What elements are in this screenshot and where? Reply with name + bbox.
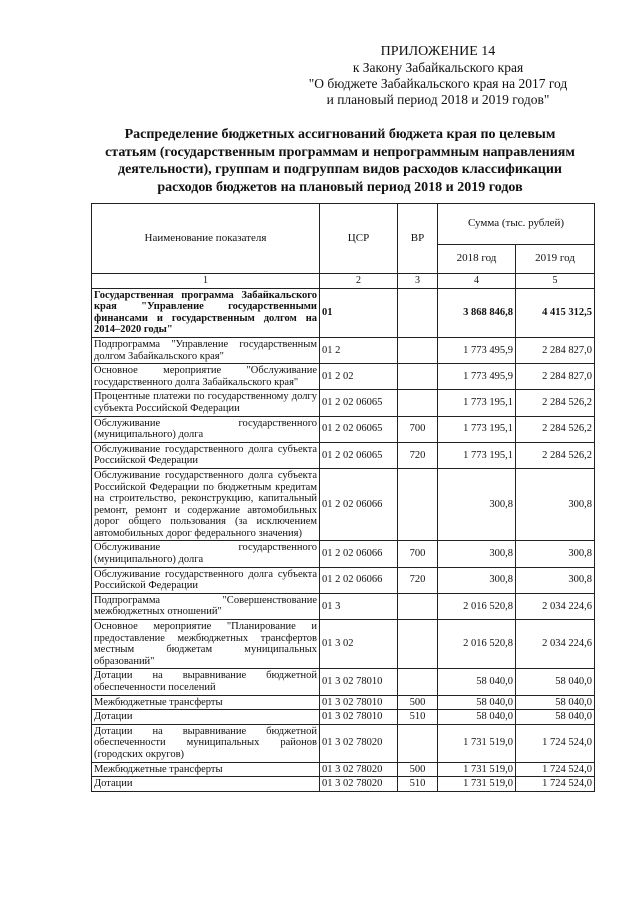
cell-2018: 1 773 195,1 xyxy=(438,416,516,442)
cell-2018: 1 773 495,9 xyxy=(438,364,516,390)
cell-2019: 2 034 224,6 xyxy=(516,620,595,669)
table-row xyxy=(92,541,595,567)
title-line: расходов бюджетов на плановый период 2018 и 2019 годов xyxy=(157,179,523,195)
cell-2019: 2 034 224,6 xyxy=(516,593,595,619)
cell-vr xyxy=(398,337,438,363)
cell-csr: 01 2 02 06066 xyxy=(320,541,398,567)
table-row xyxy=(92,442,595,468)
cell-name: Процентные платежи по государственному долгу субъекта Российской Федерации xyxy=(92,390,320,416)
document-title xyxy=(100,126,580,196)
cell-2018: 2 016 520,8 xyxy=(438,620,516,669)
header-sum: Сумма (тыс. рублей) xyxy=(438,204,595,245)
table-row xyxy=(92,762,595,777)
cell-2019: 1 724 524,0 xyxy=(516,724,595,762)
cell-csr: 01 2 02 06066 xyxy=(320,468,398,541)
cell-csr: 01 3 02 78020 xyxy=(320,762,398,777)
cell-csr: 01 2 xyxy=(320,337,398,363)
column-number: 1 xyxy=(92,274,320,289)
cell-vr: 510 xyxy=(398,710,438,725)
appendix-law-period: и плановый период 2018 и 2019 годов" xyxy=(326,92,550,107)
cell-name: Обслуживание государственного долга субъекта Российской Федерации xyxy=(92,442,320,468)
appendix-law-title: "О бюджете Забайкальского края на 2017 год xyxy=(308,76,568,91)
cell-csr: 01 3 02 xyxy=(320,620,398,669)
title-line: Распределение бюджетных ассигнований бюджета края по целевым xyxy=(124,127,556,142)
cell-name: Обслуживание государственного долга субъекта Российской Федерации по бюджетным кредитам на строительство, реконструкцию, капитальный ремонт, ремонт и содержание автомобильных дорог общего пользования (за исключением автомобильных дорог федерального значения) xyxy=(92,468,320,541)
cell-2019: 2 284 526,2 xyxy=(516,390,595,416)
cell-csr: 01 3 02 78020 xyxy=(320,724,398,762)
table-row xyxy=(92,390,595,416)
header-2019: 2019 год xyxy=(516,245,595,274)
table-row xyxy=(92,468,595,541)
title-line: статьям (государственным программам и непрограммным направлениям xyxy=(105,144,575,160)
cell-name: Подпрограмма "Совершенствование межбюджетных отношений" xyxy=(92,593,320,619)
cell-2019: 2 284 827,0 xyxy=(516,337,595,363)
cell-2018: 300,8 xyxy=(438,541,516,567)
budget-table xyxy=(91,203,595,792)
cell-vr: 700 xyxy=(398,541,438,567)
cell-csr: 01 2 02 06066 xyxy=(320,567,398,593)
cell-2018: 58 040,0 xyxy=(438,710,516,725)
cell-csr: 01 2 02 06065 xyxy=(320,390,398,416)
cell-csr: 01 xyxy=(320,288,398,337)
table-row xyxy=(92,777,595,792)
table-row xyxy=(92,416,595,442)
cell-name: Обслуживание государственного (муниципального) долга xyxy=(92,541,320,567)
cell-name: Дотации на выравнивание бюджетной обеспеченности муниципальных районов (городских округов) xyxy=(92,724,320,762)
cell-vr: 510 xyxy=(398,777,438,792)
cell-vr: 700 xyxy=(398,416,438,442)
cell-2019: 4 415 312,5 xyxy=(516,288,595,337)
table-body xyxy=(92,288,595,791)
cell-vr xyxy=(398,390,438,416)
cell-csr: 01 3 02 78010 xyxy=(320,669,398,695)
cell-2019: 1 724 524,0 xyxy=(516,777,595,792)
cell-name: Основное мероприятие "Планирование и предоставление межбюджетных трансфертов местным бюджетам муниципальных образований" xyxy=(92,620,320,669)
cell-2019: 58 040,0 xyxy=(516,695,595,710)
cell-2019: 58 040,0 xyxy=(516,669,595,695)
cell-2018: 3 868 846,8 xyxy=(438,288,516,337)
cell-vr: 500 xyxy=(398,762,438,777)
cell-vr: 720 xyxy=(398,567,438,593)
table-row xyxy=(92,620,595,669)
cell-name: Основное мероприятие "Обслуживание государственного долга Забайкальского края" xyxy=(92,364,320,390)
cell-2018: 1 731 519,0 xyxy=(438,777,516,792)
table-row xyxy=(92,337,595,363)
cell-2018: 1 773 195,1 xyxy=(438,390,516,416)
column-number: 2 xyxy=(320,274,398,289)
cell-2019: 2 284 526,2 xyxy=(516,416,595,442)
header-csr: ЦСР xyxy=(320,204,398,274)
cell-2019: 300,8 xyxy=(516,541,595,567)
cell-vr xyxy=(398,468,438,541)
cell-csr: 01 3 02 78010 xyxy=(320,695,398,710)
table-row xyxy=(92,567,595,593)
cell-csr: 01 3 02 78010 xyxy=(320,710,398,725)
cell-csr: 01 3 xyxy=(320,593,398,619)
table-row xyxy=(92,710,595,725)
cell-2018: 2 016 520,8 xyxy=(438,593,516,619)
cell-name: Дотации xyxy=(92,777,320,792)
cell-2019: 300,8 xyxy=(516,567,595,593)
cell-name: Подпрограмма "Управление государственным долгом Забайкальского края" xyxy=(92,337,320,363)
cell-csr: 01 3 02 78020 xyxy=(320,777,398,792)
cell-vr: 720 xyxy=(398,442,438,468)
cell-2019: 300,8 xyxy=(516,468,595,541)
cell-vr xyxy=(398,593,438,619)
cell-2018: 58 040,0 xyxy=(438,669,516,695)
cell-name: Межбюджетные трансферты xyxy=(92,695,320,710)
cell-csr: 01 2 02 06065 xyxy=(320,416,398,442)
column-number-row xyxy=(92,274,595,289)
cell-2018: 1 773 495,9 xyxy=(438,337,516,363)
cell-vr xyxy=(398,669,438,695)
appendix-number: ПРИЛОЖЕНИЕ 14 xyxy=(380,44,496,59)
cell-csr: 01 2 02 xyxy=(320,364,398,390)
cell-vr xyxy=(398,620,438,669)
cell-2018: 1 731 519,0 xyxy=(438,724,516,762)
column-number: 5 xyxy=(516,274,595,289)
header-2018: 2018 год xyxy=(438,245,516,274)
cell-2019: 58 040,0 xyxy=(516,710,595,725)
title-line: деятельности), группам и подгруппам видов расходов классификации xyxy=(118,162,562,177)
cell-2019: 2 284 827,0 xyxy=(516,364,595,390)
cell-2019: 2 284 526,2 xyxy=(516,442,595,468)
cell-2018: 1 731 519,0 xyxy=(438,762,516,777)
cell-vr xyxy=(398,364,438,390)
cell-name: Обслуживание государственного долга субъекта Российской Федерации xyxy=(92,567,320,593)
header-vr: ВР xyxy=(398,204,438,274)
cell-2018: 58 040,0 xyxy=(438,695,516,710)
cell-csr: 01 2 02 06065 xyxy=(320,442,398,468)
cell-name: Дотации на выравнивание бюджетной обеспеченности поселений xyxy=(92,669,320,695)
table-row xyxy=(92,593,595,619)
column-number: 3 xyxy=(398,274,438,289)
table-row xyxy=(92,288,595,337)
cell-2019: 1 724 524,0 xyxy=(516,762,595,777)
table-row xyxy=(92,364,595,390)
cell-2018: 1 773 195,1 xyxy=(438,442,516,468)
cell-2018: 300,8 xyxy=(438,567,516,593)
cell-name: Дотации xyxy=(92,710,320,725)
table-row xyxy=(92,695,595,710)
cell-vr xyxy=(398,288,438,337)
cell-name: Межбюджетные трансферты xyxy=(92,762,320,777)
cell-vr xyxy=(398,724,438,762)
column-number: 4 xyxy=(438,274,516,289)
cell-name: Государственная программа Забайкальского края "Управление государственными финансами и государственным долгом на 2014–2020 годы" xyxy=(92,288,320,337)
table-row xyxy=(92,724,595,762)
appendix-block xyxy=(288,44,588,108)
table-row xyxy=(92,669,595,695)
cell-name: Обслуживание государственного (муниципального) долга xyxy=(92,416,320,442)
cell-2018: 300,8 xyxy=(438,468,516,541)
cell-vr: 500 xyxy=(398,695,438,710)
appendix-law: к Закону Забайкальского края xyxy=(352,60,524,75)
header-name: Наименование показателя xyxy=(92,204,320,274)
